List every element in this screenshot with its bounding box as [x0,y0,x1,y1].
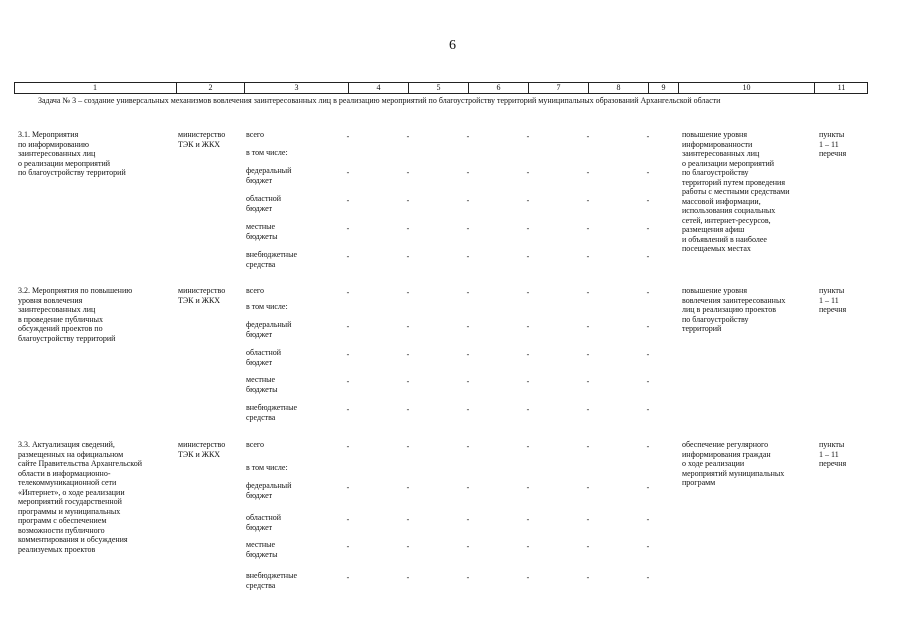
funding-dash: - [346,322,350,331]
funding-dash: - [406,483,410,492]
funding-dash: - [586,377,590,386]
source-regional: областной бюджет [246,194,282,213]
funding-dash: - [466,405,470,414]
column-header-row-cells [14,82,868,94]
header-col-6: 6 [468,82,528,94]
funding-dash: - [406,573,410,582]
funding-dash: - [526,350,530,359]
reference: пункты 1 – 11 перечня [819,130,847,158]
funding-dash: - [586,168,590,177]
funding-dash: - [526,483,530,492]
measure-name: 3.3. Актуализация сведений, размещенных на официальном сайте Правительства Архангельской области в информационно- телекоммуникационной сети «Интернет», о ходе реализации мероприятий государственной программы и муниципальных программ с обеспечением возможности публичного комментирования и обсуждения реализуемых проектов [18,440,143,554]
funding-dash: - [646,442,650,451]
source-extrabudget: внебюджетные средства [246,250,297,269]
task-title: Задача № 3 – создание универсальных механизмов вовлечения заинтересованных лиц в реализацию мероприятий по благоустройству территорий муниципальных образований Архангельской области [38,96,721,105]
funding-dash: - [406,542,410,551]
funding-dash: - [586,542,590,551]
funding-dash: - [406,288,410,297]
funding-dash: - [646,196,650,205]
funding-dash: - [466,168,470,177]
header-col-10: 10 [678,82,814,94]
funding-dash: - [646,573,650,582]
funding-dash: - [346,542,350,551]
funding-dash: - [526,515,530,524]
funding-dash: - [406,132,410,141]
funding-dash: - [346,252,350,261]
source-federal: федеральный бюджет [246,481,292,500]
measure-name: 3.1. Мероприятия по информированию заинтересованных лиц о реализации мероприятий по благоустройству территорий [18,130,126,177]
funding-dash: - [646,483,650,492]
source-total: всего [246,130,265,139]
header-col-5: 5 [408,82,468,94]
source-regional: областной бюджет [246,513,282,532]
funding-dash: - [586,483,590,492]
funding-dash: - [346,377,350,386]
source-local: местные бюджеты [246,375,278,394]
source-total: всего [246,440,265,449]
funding-dash: - [526,377,530,386]
measure-name: 3.2. Мероприятия по повышению уровня вовлечения заинтересованных лиц в проведение публичных обсуждений проектов по благоустройству территорий [18,286,133,343]
executor: министерство ТЭК и ЖКХ [178,440,226,459]
funding-dash: - [406,168,410,177]
funding-dash: - [646,405,650,414]
funding-dash: - [526,252,530,261]
header-col-9: 9 [648,82,678,94]
header-col-3: 3 [244,82,348,94]
funding-dash: - [646,288,650,297]
funding-dash: - [586,132,590,141]
funding-dash: - [586,515,590,524]
source-federal: федеральный бюджет [246,320,292,339]
funding-dash: - [586,322,590,331]
funding-dash: - [646,322,650,331]
funding-dash: - [586,196,590,205]
funding-dash: - [526,542,530,551]
funding-dash: - [466,350,470,359]
funding-dash: - [346,288,350,297]
funding-dash: - [646,377,650,386]
source-local: местные бюджеты [246,540,278,559]
funding-dash: - [466,542,470,551]
funding-dash: - [466,377,470,386]
expected-result: повышение уровня информированности заинтересованных лиц о реализации мероприятий по благоустройству территорий путем проведения работы с местными средствами массовой информации, использования социальных сетей, интернет-ресурсов, размещения афиш и объявлений в наиболее посещаемых местах [682,130,790,253]
funding-dash: - [406,442,410,451]
page-number: 6 [449,38,456,53]
funding-dash: - [406,322,410,331]
funding-dash: - [526,224,530,233]
reference: пункты 1 – 11 перечня [819,286,847,314]
funding-dash: - [586,224,590,233]
funding-dash: - [586,350,590,359]
funding-dash: - [346,132,350,141]
funding-dash: - [646,132,650,141]
funding-dash: - [466,442,470,451]
source-local: местные бюджеты [246,222,278,241]
funding-dash: - [346,515,350,524]
source-regional: областной бюджет [246,348,282,367]
funding-dash: - [346,350,350,359]
funding-dash: - [346,196,350,205]
executor: министерство ТЭК и ЖКХ [178,130,226,149]
header-col-2: 2 [176,82,244,94]
source-extrabudget: внебюджетные средства [246,403,297,422]
funding-dash: - [406,252,410,261]
funding-dash: - [406,405,410,414]
header-col-8: 8 [588,82,648,94]
funding-dash: - [466,224,470,233]
source-federal: федеральный бюджет [246,166,292,185]
funding-dash: - [346,573,350,582]
funding-dash: - [526,405,530,414]
funding-dash: - [346,405,350,414]
funding-dash: - [346,168,350,177]
funding-dash: - [586,442,590,451]
header-col-11: 11 [814,82,868,94]
expected-result: повышение уровня вовлечения заинтересованных лиц в реализацию проектов по благоустройству территорий [682,286,786,333]
funding-dash: - [586,573,590,582]
header-col-1: 1 [93,83,97,92]
funding-dash: - [646,252,650,261]
header-col-7: 7 [528,82,588,94]
funding-dash: - [466,515,470,524]
funding-dash: - [526,442,530,451]
funding-dash: - [406,196,410,205]
source-total: всего [246,286,265,295]
reference: пункты 1 – 11 перечня [819,440,847,468]
funding-dash: - [646,224,650,233]
funding-dash: - [346,483,350,492]
funding-dash: - [646,168,650,177]
funding-dash: - [406,224,410,233]
funding-dash: - [406,377,410,386]
funding-dash: - [526,288,530,297]
funding-dash: - [406,515,410,524]
source-including: в том числе: [246,463,288,472]
funding-dash: - [646,542,650,551]
funding-dash: - [466,483,470,492]
executor: министерство ТЭК и ЖКХ [178,286,226,305]
funding-dash: - [406,350,410,359]
funding-dash: - [466,132,470,141]
funding-dash: - [346,224,350,233]
source-including: в том числе: [246,148,288,157]
funding-dash: - [466,288,470,297]
funding-dash: - [526,573,530,582]
funding-dash: - [466,322,470,331]
funding-dash: - [526,322,530,331]
funding-dash: - [526,196,530,205]
source-including: в том числе: [246,302,288,311]
source-extrabudget: внебюджетные средства [246,571,297,590]
funding-dash: - [646,350,650,359]
funding-dash: - [586,405,590,414]
funding-dash: - [346,442,350,451]
expected-result: обеспечение регулярного информирования граждан о ходе реализации мероприятий муниципальных программ [682,440,785,487]
funding-dash: - [466,252,470,261]
funding-dash: - [646,515,650,524]
header-col-4: 4 [348,82,408,94]
funding-dash: - [466,573,470,582]
funding-dash: - [526,168,530,177]
funding-dash: - [586,252,590,261]
funding-dash: - [586,288,590,297]
funding-dash: - [526,132,530,141]
funding-dash: - [466,196,470,205]
